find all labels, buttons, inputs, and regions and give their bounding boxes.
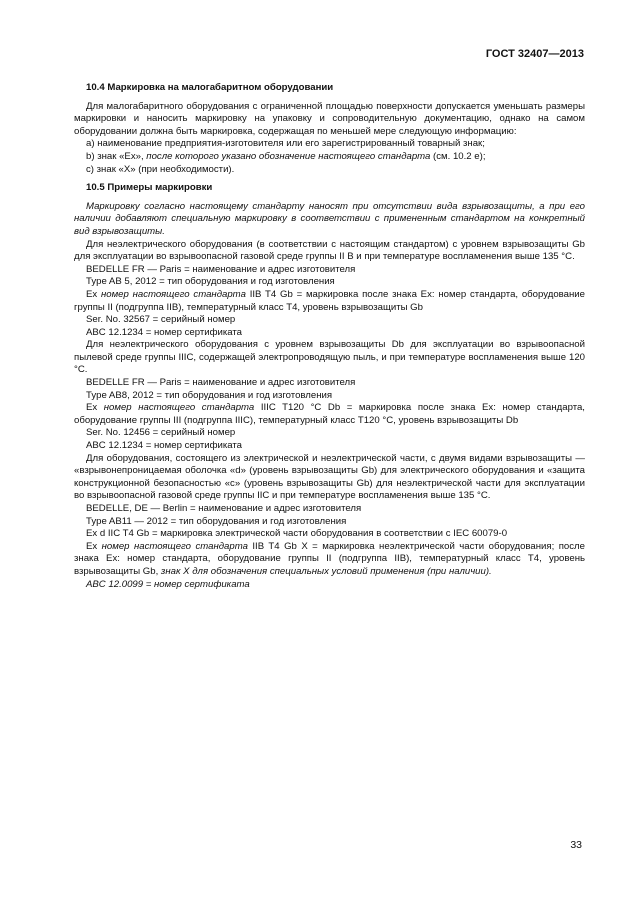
- example-3-marking: Ex номер настоящего стандарта IIB T4 Gb X = маркировка неэлектрической части оборудования; после знака Ex: номер стандарта, оборудование группы II (подгруппа IIB), температурный класс Т4, уровень взрывозащиты Gb, знак X для обозначения специальных условий применения (при наличии).: [74, 540, 585, 577]
- example-1-line: ABC 12.1234 = номер сертификата: [86, 326, 242, 338]
- example-2-line: Ser. No. 12456 = серийный номер: [86, 427, 236, 439]
- example-3-line: Ex d IIC T4 Gb = маркировка электрической части оборудования в соответствии с IEC 60079-0: [86, 528, 508, 540]
- example-1-description: Для неэлектрического оборудования (в соответствии с настоящим стандартом) с уровнем взрывозащиты Gb для эксплуатации во взрывоопасной газовой среде группы II В и при температуре воспламенения выше 135 °С.: [74, 238, 585, 263]
- list-item-c: с) знак «X» (при необходимости).: [86, 163, 235, 175]
- example-1-line: BEDELLE FR — Paris = наименование и адрес изготовителя: [86, 263, 356, 275]
- section-10-4-paragraph: Для малогабаритного оборудования с ограниченной площадью поверхности допускается уменьшать размеры маркировки и наносить маркировку на упаковку и сопроводительную документацию, однако на самом оборудовании должна быть маркировка, содержащая по меньшей мере следующую информацию:: [74, 100, 585, 137]
- example-2-description: Для неэлектрического оборудования с уровнем взрывозащиты Db для эксплуатации во взрывоопасной пылевой среде группы IIIC, содержащей электропроводящую пыль, и при температуре воспламенения выше 120 °С.: [74, 339, 585, 376]
- section-10-5-title: 10.5 Примеры маркировки: [86, 182, 213, 194]
- example-3-line: BEDELLE, DE — Berlin = наименование и адрес изготовителя: [86, 503, 362, 514]
- example-2-line: Type AB8, 2012 = тип оборудования и год изготовления: [86, 389, 333, 401]
- page-number: 33: [570, 839, 582, 851]
- example-3-line: ABC 12.0099 = номер сертификата: [86, 578, 250, 590]
- example-2-line: BEDELLE FR — Paris = наименование и адрес изготовителя: [86, 377, 356, 389]
- section-10-5-intro: Маркировку согласно настоящему стандарту наносят при отсутствии вида взрывозащиты, а при его наличии добавляют специальную маркировку в соответствии с примененным стандартом на конкретный вид взрывозащиты.: [74, 200, 585, 237]
- section-10-4-title: 10.4 Маркировка на малогабаритном оборудовании: [86, 82, 334, 93]
- list-item-a: а) наименование предприятия-изготовителя или его зарегистрированный товарный знак;: [86, 138, 485, 150]
- document-code: ГОСТ 32407—2013: [485, 48, 584, 60]
- example-2-marking: Ex номер настоящего стандарта IIIC T120 °C Db = маркировка после знака Ex: номер стандарта, оборудование группы III (подгруппа IIIC), температурный класс Т120 °С, уровень взрывозащиты Db: [74, 402, 585, 426]
- list-item-b: b) знак «Ex», после которого указано обозначение настоящего стандарта (см. 10.2 е);: [86, 150, 486, 162]
- example-1-line: Type AB 5, 2012 = тип оборудования и год изготовления: [86, 276, 335, 288]
- example-3-line: Type AB11 — 2012 = тип оборудования и год изготовления: [86, 515, 347, 527]
- example-1-line: Ser. No. 32567 = серийный номер: [86, 314, 236, 326]
- page-content: [74, 82, 585, 591]
- example-2-line: ABC 12.1234 = номер сертификата: [86, 440, 242, 452]
- example-3-description: Для оборудования, состоящего из электрической и неэлектрической части, с двумя видами взрывозащиты — «взрывонепроницаемая оболочка «d» (уровень взрывозащиты Gb) для электрического оборудования и «защита конструкционной безопасностью «с» (уровень взрывозащиты Gb) для неэлектрической части для эксплуатации во взрывоопасной газовой среде группы IIC и при температуре воспламенения выше 135 °С.: [74, 452, 585, 502]
- example-1-marking: Ex номер настоящего стандарта IIB T4 Gb = маркировка после знака Ex: номер стандарта, оборудование группы II (подгруппа IIB), температурный класс Т4, уровень взрывозащиты Gb: [74, 288, 585, 313]
